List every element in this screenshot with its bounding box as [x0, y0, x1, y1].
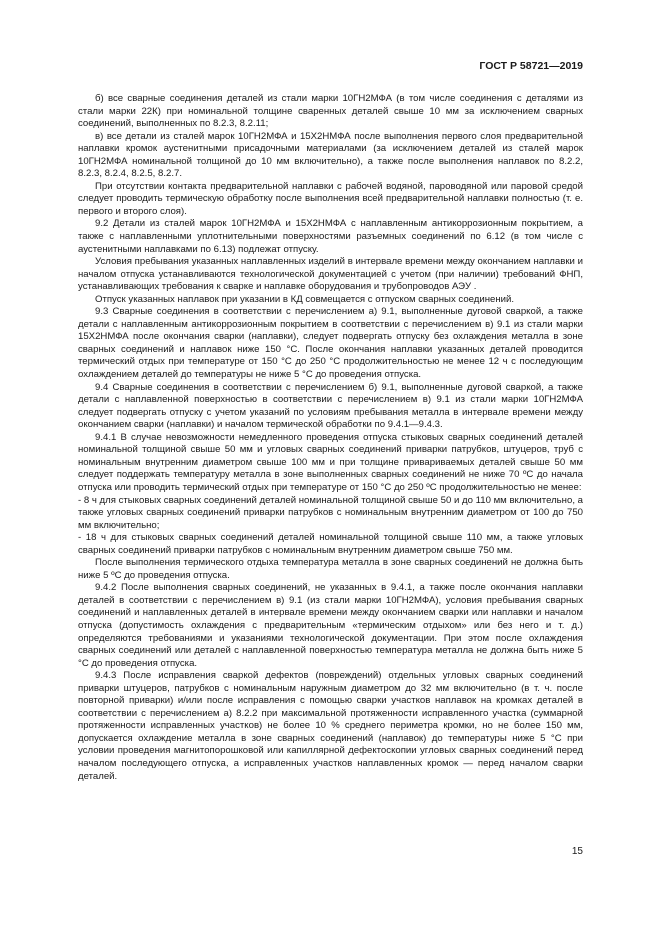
paragraph: в) все детали из сталей марок 10ГН2МФА и 15Х2НМФА после выполнения первого слоя предварительной наплавки кромок аустенитными присадочными материалами (за исключением деталей из сталей марок 10ГН2МФА номинальной толщиной до 10 мм включительно), а также после выполнения наплавок по 8.2.2, 8.2.3, 8.2.4, 8.2.5, 8.2.7.: [78, 130, 583, 180]
paragraph: 9.4 Сварные соединения в соответствии с перечислением б) 9.1, выполненные дуговой сваркой, а также детали с наплавленной поверхностью в соответствии с перечислением в) 9.1 из стали марки 10ГН2МФА следует подвергать отпуску с учетом указаний по условиям пребывания металла в интервале времени между окончанием сварки (наплавки) и началом термической обработки по 9.4.1—9.4.3.: [78, 381, 583, 431]
paragraph: - 18 ч для стыковых сварных соединений деталей номинальной толщиной свыше 110 мм, а также угловых сварных соединений приварки патрубков с номинальным внутренним диаметром свыше 750 мм.: [78, 532, 583, 556]
document-designation: ГОСТ Р 58721—2019: [479, 60, 583, 72]
paragraph: 9.4.2 После выполнения сварных соединений, не указанных в 9.4.1, а также после окончания наплавки деталей в соответствии с перечислением в) 9.1 (из стали марки 10ГН2МФА), условия пребывания сварных соединений и наплавленных деталей в интервале времени между окончанием сварки или наплавки и началом отпуска (допустимость охлаждения с предварительным «термическим отдыхом» или без него и т. д.) определяются требованиями и указаниями технологической документации. При этом после охлаждения сварных соединений или деталей с наплавленной поверхностью температура металла не должна быть ниже 5 °С до проведения отпуска.: [78, 582, 583, 669]
paragraph: 9.4.1 В случае невозможности немедленного проведения отпуска стыковых сварных соединений деталей номинальной толщиной свыше 50 мм и угловых сварных соединений приварки патрубков, штуцеров, труб с номинальным внутренним диаметром свыше 100 мм и при толщине привариваемых деталей свыше 50 мм следует поддержать температуру металла в зоне выполненных сварных соединений не ниже 70 ºС до начала отпуска или проводить термический отдых при температуре от 150 °С до 250 ºС продолжительностью не менее:: [78, 431, 583, 493]
paragraph: После выполнения термического отдыха температура металла в зоне сварных соединений не должна быть ниже 5 ºС до проведения отпуска.: [78, 557, 583, 581]
paragraph: - 8 ч для стыковых сварных соединений деталей номинальной толщиной свыше 50 и до 110 мм включительно, а также угловых сварных соединений приварки патрубков с номинальным внутренним диаметром от 100 до 750 мм включительно;: [78, 494, 583, 531]
paragraph: 9.3 Сварные соединения в соответствии с перечислением а) 9.1, выполненные дуговой сваркой, а также детали с наплавленным антикоррозионным покрытием в соответствии с перечислением в) 9.1 из стали марки 15Х2НМФА после окончания сварки (наплавки), следует подвергать отпуску без охлаждения металла в зоне сварных соединений и наплавок ниже 150 °С. После окончания наплавки указанных деталей проводится термический отдых при температуре от 150 °С до 250 °С продолжительностью не менее 12 ч с последующим охлаждением деталей до температуры не ниже 5 °С до проведения отпуска.: [78, 306, 583, 381]
paragraph: Отпуск указанных наплавок при указании в КД совмещается с отпуском сварных соединений.: [95, 293, 515, 305]
paragraph: При отсутствии контакта предварительной наплавки с рабочей водяной, пароводяной или паровой средой следует проводить термическую обработку после выполнения всей предварительной наплавки полностью (т. е. первого и второго слоя).: [78, 180, 583, 217]
paragraph: б) все сварные соединения деталей из стали марки 10ГН2МФА (в том числе соединения с деталями из стали марки 22К) при номинальной толщине сваренных деталей свыше 10 мм за исключением сварных соединений, выполненных по 8.2.3, 8.2.11;: [78, 93, 583, 130]
paragraph: Условия пребывания указанных наплавленных изделий в интервале времени между окончанием наплавки и началом отпуска устанавливаются технологической документацией с учетом (при наличии) требований ФНП, устанавливающих требования к сварке и наплавке оборудования и трубопроводов АЭУ .: [78, 256, 583, 293]
page-number: 15: [571, 846, 583, 857]
page-body: [78, 93, 583, 783]
paragraph: 9.4.3 После исправления сваркой дефектов (повреждений) отдельных угловых сварных соединений приварки штуцеров, патрубков с номинальным наружным диаметром до 32 мм включительно (в т. ч. после повторной приварки) и/или после исправления с помощью сварки участков наплавок на кромках деталей в соответствии с перечислением а) 8.2.2 при максимальной протяженности исправленного участка (суммарной протяженности исправленных участков) не более 10 % среднего периметра кромки, но не более 150 мм, допускается охлаждение металла в зоне сварных соединений (наплавок) до температуры ниже 5 °С при условии проведения магнитопорошковой или капиллярной дефектоскопии угловых сварных соединений перед началом последующего отпуска, а исправленных участков наплавленных кромок — перед началом сварки деталей.: [78, 670, 583, 782]
paragraph: 9.2 Детали из сталей марок 10ГН2МФА и 15Х2НМФА с наплавленным антикоррозионным покрытием, а также с наплавленными уплотнительными поверхностями разъемных соединений по 6.12 (в том числе с аустенитными наплавками по 6.13) подлежат отпуску.: [78, 218, 583, 255]
